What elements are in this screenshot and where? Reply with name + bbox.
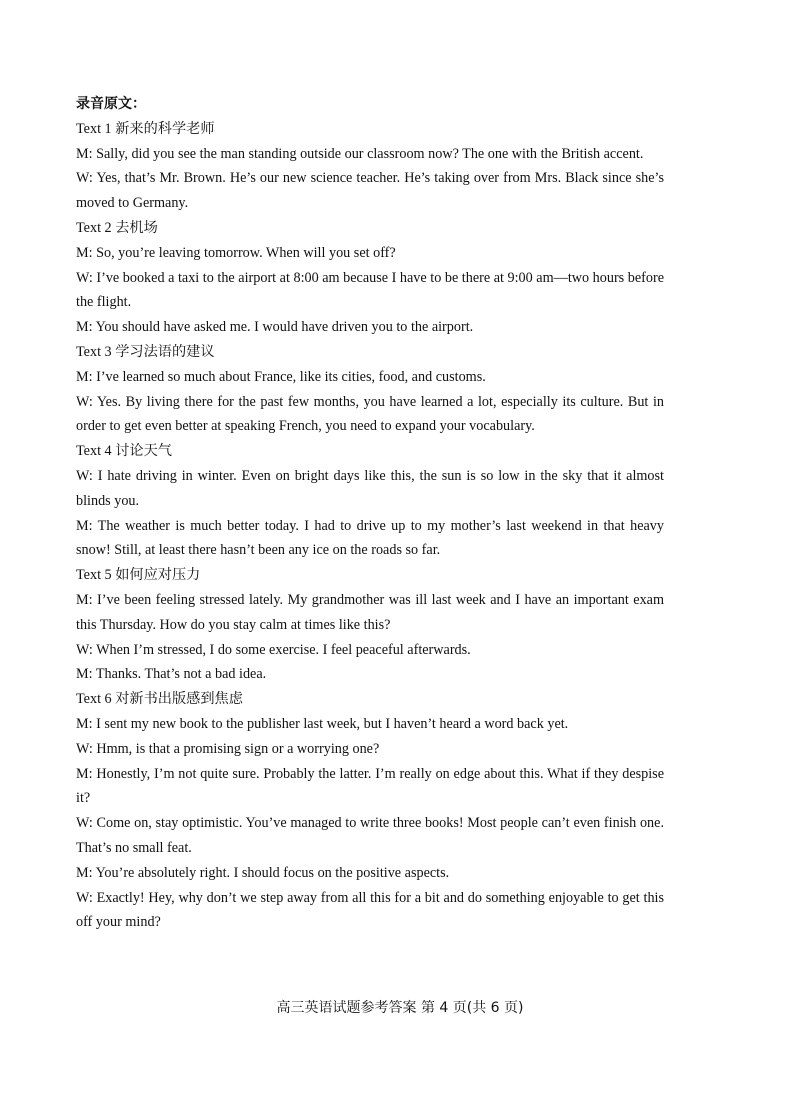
- text-title: Text 3 学习法语的建议: [76, 343, 215, 360]
- dialog-line: M: I sent my new book to the publisher last week, but I haven’t heard a word back yet.: [76, 715, 569, 732]
- transcript-heading: 录音原文：: [76, 96, 146, 112]
- text-title: Text 1 新来的科学老师: [76, 120, 215, 137]
- text-section: [76, 340, 664, 439]
- text-section: [76, 687, 664, 935]
- dialog-line: M: Sally, did you see the man standing outside our classroom now? The one with the British accent.: [76, 145, 644, 162]
- dialog-line: M: You’re absolutely right. I should focus on the positive aspects.: [76, 864, 450, 881]
- page-footer: 高三英语试题参考答案 第 4 页(共 6 页): [276, 1000, 524, 1016]
- dialog-line: M: The weather is much better today. I had to drive up to my mother’s last weekend in that heavy snow! Still, at least there hasn’t been any ice on the roads so far.: [76, 517, 664, 559]
- dialog-line: W: When I’m stressed, I do some exercise. I feel peaceful afterwards.: [76, 641, 471, 658]
- dialog-line: M: You should have asked me. I would have driven you to the airport.: [76, 319, 474, 336]
- dialog-line: W: I’ve booked a taxi to the airport at 8:00 am because I have to be there at 9:00 am—two hours before the flight.: [76, 269, 664, 311]
- dialog-line: W: Yes. By living there for the past few months, you have learned a lot, especially its culture. But in order to get even better at speaking French, you need to expand your vocabulary.: [76, 393, 664, 435]
- text-section: [76, 563, 664, 687]
- text-title: Text 6 对新书出版感到焦虑: [76, 691, 243, 708]
- dialog-line: M: Honestly, I’m not quite sure. Probably the latter. I’m really on edge about this. What if they despise it?: [76, 765, 664, 807]
- dialog-line: W: I hate driving in winter. Even on bright days like this, the sun is so low in the sky that it almost blinds you.: [76, 467, 664, 509]
- text-title: Text 2 去机场: [76, 219, 158, 236]
- dialog-line: W: Hmm, is that a promising sign or a worrying one?: [76, 740, 380, 757]
- transcript-body: [76, 92, 664, 935]
- text-title: Text 4 讨论天气: [76, 443, 172, 460]
- dialog-line: W: Come on, stay optimistic. You’ve managed to write three books! Most people can’t even finish one. That’s no small feat.: [76, 815, 664, 856]
- dialog-line: M: I’ve learned so much about France, like its cities, food, and customs.: [76, 368, 486, 385]
- dialog-line: M: So, you’re leaving tomorrow. When will you set off?: [76, 244, 396, 261]
- text-section: [76, 117, 664, 216]
- text-section: [76, 439, 664, 563]
- text-title: Text 5 如何应对压力: [76, 567, 201, 584]
- dialog-line: W: Exactly! Hey, why don’t we step away from all this for a bit and do something enjoyable to get this off your mind?: [76, 889, 664, 931]
- text-section: [76, 216, 664, 340]
- dialog-line: W: Yes, that’s Mr. Brown. He’s our new science teacher. He’s taking over from Mrs. Black since she’s moved to Germany.: [76, 170, 664, 212]
- dialog-line: M: Thanks. That’s not a bad idea.: [76, 666, 267, 683]
- dialog-line: M: I’ve been feeling stressed lately. My grandmother was ill last week and I have an important exam this Thursday. How do you stay calm at times like this?: [76, 591, 664, 633]
